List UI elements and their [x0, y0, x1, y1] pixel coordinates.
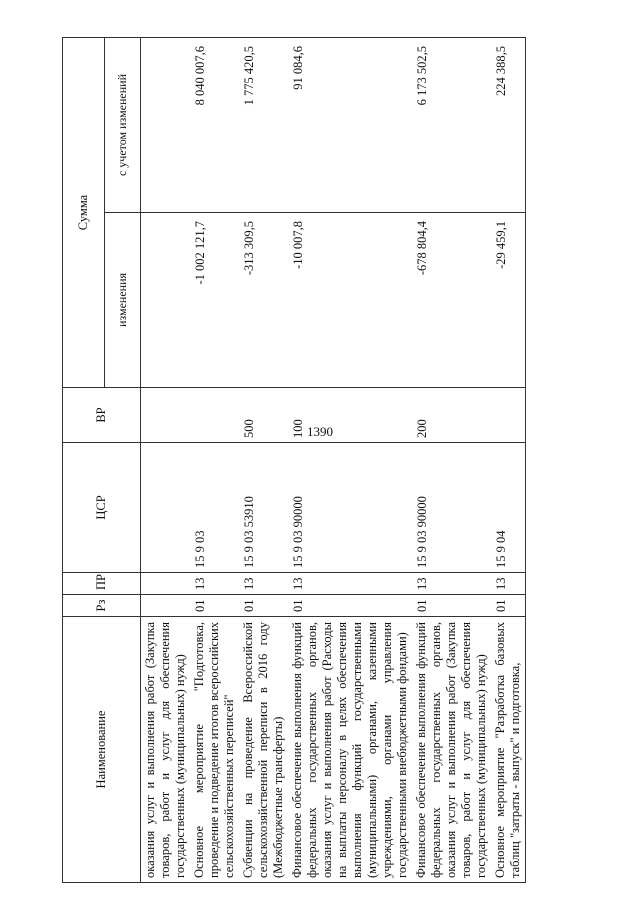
row-vr: [141, 388, 191, 443]
header-csr: ЦСР: [63, 443, 141, 573]
row-change: -678 804,4: [412, 213, 491, 388]
header-changes: изменения: [105, 213, 141, 388]
row-change: -29 459,1: [491, 213, 526, 388]
row-vr: 500: [239, 388, 288, 443]
header-pr: ПР: [63, 573, 141, 595]
row-change: [141, 213, 191, 388]
row-change: -313 309,5: [239, 213, 288, 388]
row-total: 224 388,5: [491, 38, 526, 213]
row-total: 6 173 502,5: [412, 38, 491, 213]
row-csr: [141, 443, 191, 573]
row-rz: 01: [190, 595, 239, 617]
row-name: Субвенции на проведение Всероссийской сельскохозяйственной переписи в 2016 году (Межбюджетные трансферты): [239, 617, 288, 883]
row-change: -10 007,8: [288, 213, 412, 388]
row-name: Основное мероприятие "Подготовка, проведение и подведение итогов всероссийских сельскохозяйственных переписей": [190, 617, 239, 883]
row-change: -1 002 121,7: [190, 213, 239, 388]
row-name: оказания услуг и выполнения работ (Закупка товаров, работ и услуг для обеспечения государственных (муниципальных) нужд): [141, 617, 191, 883]
header-vr: ВР: [63, 388, 141, 443]
row-pr: 13: [190, 573, 239, 595]
row-total: 91 084,6: [288, 38, 412, 213]
row-pr: 13: [239, 573, 288, 595]
budget-table: [62, 37, 526, 883]
row-name: Финансовое обеспечение выполнения функций федеральных государственных органов, оказания услуг и выполнения работ (Закупка товаров, работ и услуг для обеспечения государственных (муниципальных) нужд): [412, 617, 491, 883]
table-row: [239, 38, 288, 883]
row-vr: 200: [412, 388, 491, 443]
row-total: [141, 38, 191, 213]
table-row: [491, 38, 526, 883]
row-csr: 15 9 03: [190, 443, 239, 573]
row-vr: [190, 388, 239, 443]
header-rz: Рз: [63, 595, 141, 617]
row-name: Финансовое обеспечение выполнения функций федеральных государственных органов, оказания услуг и выполнения работ (Расходы на выплаты персоналу в целях обеспечения выполнения функций государственными (муниципальными) органами, казенными учреждениями, органами управления государственными внебюджетными фондами): [288, 617, 412, 883]
row-total: 1 775 420,5: [239, 38, 288, 213]
row-rz: 01: [239, 595, 288, 617]
table-row: [412, 38, 491, 883]
row-pr: 13: [412, 573, 491, 595]
row-rz: 01: [491, 595, 526, 617]
row-csr: 15 9 04: [491, 443, 526, 573]
row-csr: 15 9 03 53910: [239, 443, 288, 573]
row-csr: 15 9 03 90000: [412, 443, 491, 573]
row-pr: 13: [491, 573, 526, 595]
row-vr: 100: [288, 388, 412, 443]
table-row: [190, 38, 239, 883]
row-pr: 13: [288, 573, 412, 595]
row-rz: [141, 595, 191, 617]
row-csr: 15 9 03 90000: [288, 443, 412, 573]
header-sum: Сумма: [63, 38, 105, 388]
row-rz: 01: [412, 595, 491, 617]
row-vr: [491, 388, 526, 443]
table-row: [288, 38, 412, 883]
row-rz: 01: [288, 595, 412, 617]
row-pr: [141, 573, 191, 595]
header-name: Наименование: [63, 617, 141, 883]
rotated-table-container: [62, 38, 538, 883]
header-with-changes: с учетом изменений: [105, 38, 141, 213]
row-name: Основное мероприятие "Разработка базовых таблиц "затраты - выпуск" и подготовка,: [491, 617, 526, 883]
page-number: 1390: [307, 424, 333, 439]
table-row: [141, 38, 191, 883]
row-total: 8 040 007,6: [190, 38, 239, 213]
